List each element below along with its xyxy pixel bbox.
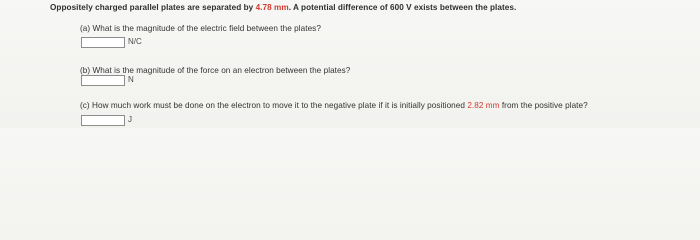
question-a-unit: N/C (128, 37, 142, 46)
intro-text-start: Oppositely charged parallel plates are separated by (50, 3, 256, 12)
intro-text-end: . A potential difference of 600 V exists between the plates. (288, 3, 517, 12)
question-a-text: (a) What is the magnitude of the electric field between the plates? (80, 24, 321, 33)
question-b-answer-input[interactable] (81, 75, 125, 86)
question-c-unit: J (128, 115, 132, 124)
question-b-unit: N (128, 75, 134, 84)
question-c-text-start: (c) How much work must be done on the electron to move it to the negative plate if it is initially positioned (80, 101, 468, 110)
problem-statement (50, 3, 516, 13)
question-b-text: (b) What is the magnitude of the force on an electron between the plates? (80, 66, 351, 75)
question-c-text (80, 101, 588, 111)
question-b-answer-row (81, 73, 134, 87)
question-a-answer-row (81, 35, 142, 49)
question-c-answer-input[interactable] (81, 115, 125, 126)
separation-value: 4.78 mm (255, 3, 289, 12)
question-c-answer-row (81, 113, 132, 127)
question-c-text-end: from the positive plate? (499, 101, 588, 110)
initial-position-value: 2.82 mm (467, 101, 500, 110)
question-a-answer-input[interactable] (81, 37, 125, 48)
